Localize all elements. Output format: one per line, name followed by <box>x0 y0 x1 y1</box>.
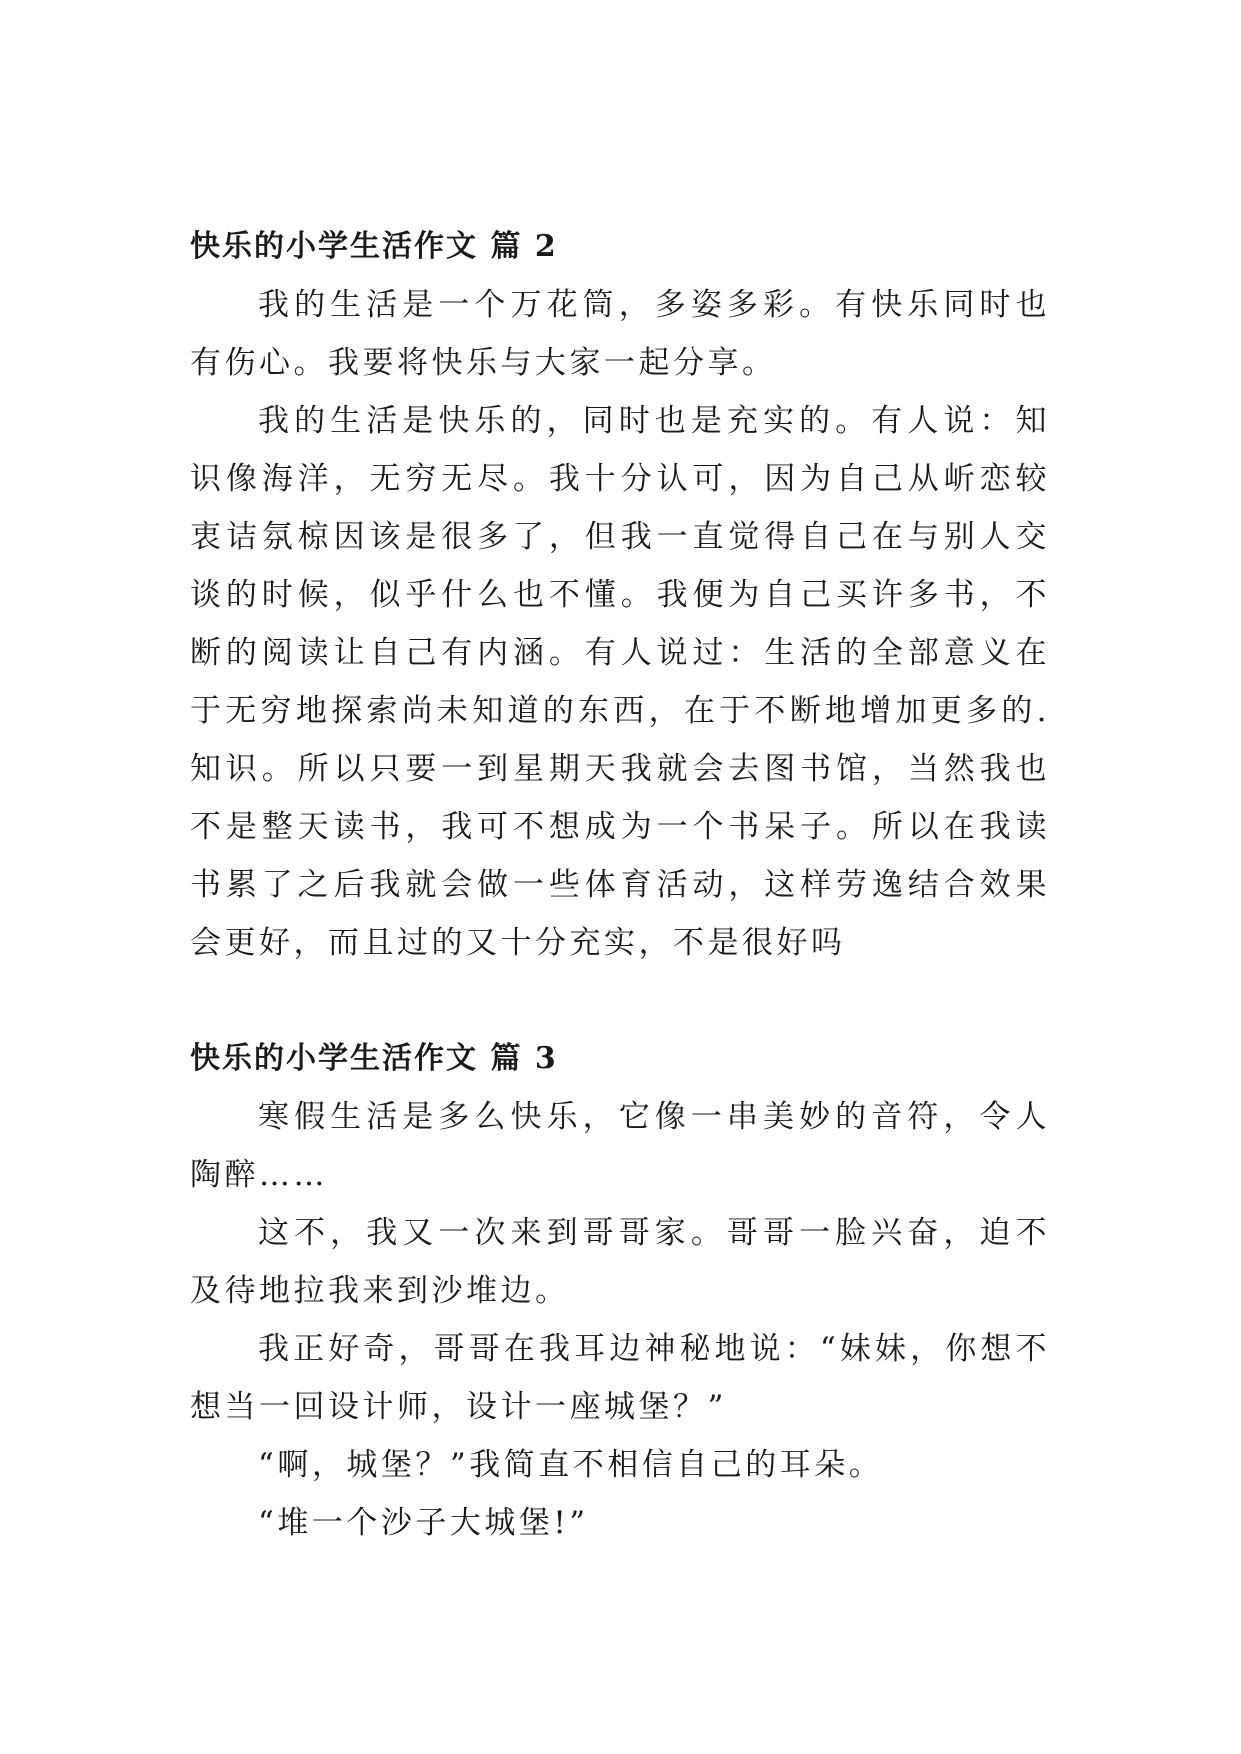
paragraph: 我正好奇，哥哥在我耳边神秘地说：“妹妹，你想不想当一回设计师，设计一座城堡？” <box>190 1331 1050 1425</box>
paragraph: 我的生活是快乐的，同时也是充实的。有人说：知识像海洋，无穷无尽。我十分认可，因为自己从岓恋较衷诘氛椋因该是很多了，但我一直觉得自己在与别人交谈的时候，似乎什么也不懂。我便为自己买许多书，不断的阅读让自己有内涵。有人说过：生活的全部意义在于无穷地探索尚未知道的东西，在于不断地增加更多的.知识。所以只要一到星期天我就会去图书馆，当然我也不是整天读书，我可不想成为一个书呆子。所以在我读书累了之后我就会做一些体育活动，这样劳逸结合效果会更好，而且过的又十分充实，不是很好吗 <box>190 403 1050 961</box>
section-title: 快乐的小学生活作文 篇 2 <box>190 229 558 264</box>
paragraph: “堆一个沙子大城堡!” <box>258 1505 589 1541</box>
paragraph: 我的生活是一个万花筒，多姿多彩。有快乐同时也有伤心。我要将快乐与大家一起分享。 <box>190 287 1050 381</box>
paragraph: “啊，城堡？”我简直不相信自己的耳朵。 <box>258 1447 884 1483</box>
paragraph: 这不，我又一次来到哥哥家。哥哥一脸兴奋，迫不及待地拉我来到沙堆边。 <box>190 1215 1050 1309</box>
paragraph: 寒假生活是多么快乐，它像一串美妙的音符，令人陶醉…… <box>190 1099 1050 1193</box>
essay-section-2 <box>190 218 1050 972</box>
document-page <box>190 218 1050 1552</box>
essay-section-3 <box>190 1030 1050 1552</box>
section-title: 快乐的小学生活作文 篇 3 <box>190 1041 558 1076</box>
